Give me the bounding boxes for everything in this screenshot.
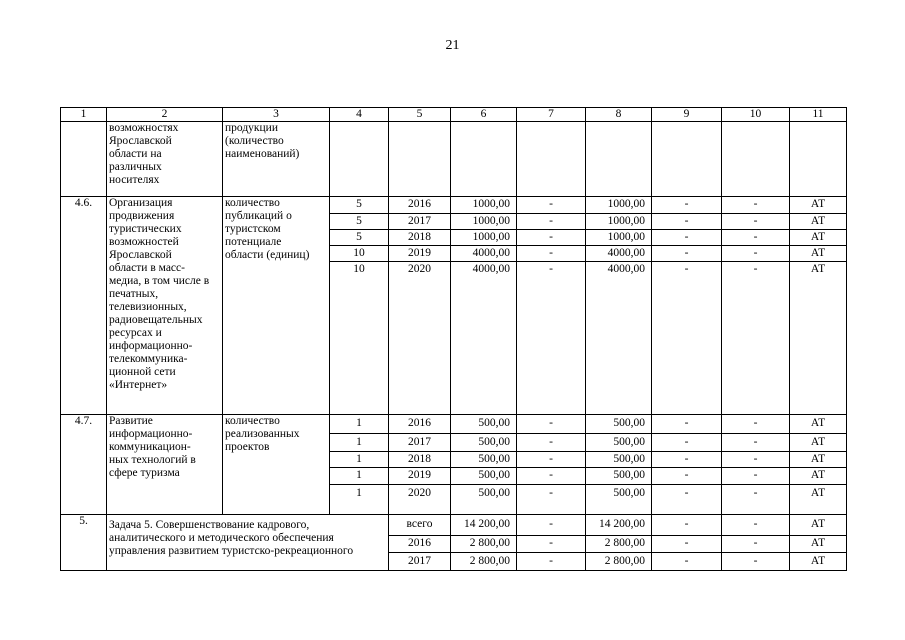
value-stack [586,415,651,503]
value-c7: - [517,230,585,246]
value-c10: - [722,434,789,452]
task-value-c9: - [684,555,689,567]
task-value-c11: АТ [790,515,846,536]
value-c8: 500,00 [586,468,651,485]
task-value-c6: 2 800,00 [469,555,510,567]
value-c8: 1000,00 [586,230,651,246]
value-c10: - [722,214,789,230]
value-stack [330,415,388,503]
value-c9: - [652,452,721,468]
value-c4: 1 [330,468,388,485]
activity-indicator: количество публикаций о туристском потенциале области (единиц) [223,197,330,415]
value-c8: 4000,00 [586,246,651,262]
value-c9: - [652,246,721,262]
value-c10: - [753,263,758,275]
col-c9-cell [652,415,722,515]
value-c4: 1 [356,487,362,499]
task-value-c8: 14 200,00 [586,515,651,536]
col-header-3: 3 [223,108,330,122]
col-header-6: 6 [451,108,517,122]
task-value-c9: - [652,536,721,553]
value-c4: 5 [330,230,388,246]
value-c10: - [722,452,789,468]
program-table [60,107,847,571]
value-stack [722,415,789,503]
value-c7: - [517,415,585,434]
task-col-c5 [389,515,451,571]
task-col-c7 [517,515,586,571]
task-value-c11: АТ [810,555,826,567]
activity-indicator: количество реализованных проектов [223,415,330,515]
value-stack [652,415,721,503]
col-header-11: 11 [790,108,847,122]
col-c10-cell [722,415,790,515]
value-stack [389,197,450,277]
value-stack [652,515,721,570]
value-c11: АТ [810,263,826,275]
value-stack [451,197,516,277]
col-c11-cell [790,197,847,415]
value-stack [586,515,651,570]
task-value-c11: АТ [790,536,846,553]
value-c5: 2016 [389,197,450,214]
value-c11: АТ [790,230,846,246]
value-stack [722,515,789,570]
value-stack [517,415,585,503]
value-c4: 1 [330,415,388,434]
col-c8-cell [586,197,652,415]
col-c4-cell [330,197,389,415]
value-c6: 1000,00 [451,214,516,230]
value-c6: 4000,00 [451,246,516,262]
task-number: 5. [61,515,107,571]
value-c5: 2018 [389,452,450,468]
task-row [61,515,847,571]
value-stack [389,415,450,503]
value-c10: - [722,197,789,214]
task-value-c8: 2 800,00 [586,536,651,553]
activity-number: 4.6. [61,197,107,415]
value-c11: АТ [790,246,846,262]
page-number: 21 [445,38,460,53]
task-value-c6: 14 200,00 [451,515,516,536]
value-c10: - [722,230,789,246]
value-c6: 500,00 [478,487,510,499]
value-c6: 1000,00 [451,197,516,214]
value-c4: 5 [330,214,388,230]
task-value-c8: 2 800,00 [604,555,645,567]
value-c7: - [549,263,553,275]
value-c4: 1 [330,452,388,468]
value-c9: - [652,230,721,246]
value-stack [451,415,516,503]
col-header-8: 8 [586,108,652,122]
value-stack [790,515,846,570]
value-c10: - [722,246,789,262]
value-c10: - [753,487,758,499]
value-stack [652,197,721,277]
col-c5-cell [389,415,451,515]
activity-name: Организация продвижения туристических возможностей Ярославской области в масс- медиа, в том числе в печатных, телевизионных, радиовещательных ресурсах и информационно- телекоммуника- ционной сети «Интернет» [107,197,223,415]
value-c7: - [517,434,585,452]
col-header-5: 5 [389,108,451,122]
value-c5: 2020 [408,263,431,275]
activity-name: Развитие информационно- коммуникацион- ных технологий в сфере туризма [107,415,223,515]
activity-row [61,197,847,415]
value-c11: АТ [810,487,826,499]
task-value-c10: - [722,515,789,536]
value-c6: 4000,00 [472,263,510,275]
value-c4: 10 [353,263,365,275]
col-header-2: 2 [107,108,223,122]
task-value-c9: - [652,515,721,536]
value-c7: - [517,468,585,485]
task-value-c7: - [549,555,553,567]
value-c11: АТ [790,214,846,230]
value-c8: 1000,00 [586,214,651,230]
task-value-c5: 2016 [389,536,450,553]
value-stack [722,197,789,277]
value-c7: - [517,246,585,262]
task-value-c10: - [722,536,789,553]
task-col-c11 [790,515,847,571]
task-value-c5: 2017 [408,555,431,567]
value-c4: 1 [330,434,388,452]
value-c9: - [652,415,721,434]
continuation-row [61,122,847,197]
task-value-c7: - [517,515,585,536]
value-c9: - [652,434,721,452]
value-c9: - [684,263,689,275]
activity-number: 4.7. [61,415,107,515]
value-c4: 10 [330,246,388,262]
value-c6: 500,00 [451,415,516,434]
col-c8-cell [586,415,652,515]
value-stack [790,197,846,277]
value-c11: АТ [790,468,846,485]
value-c9: - [684,487,689,499]
value-stack [451,515,516,570]
value-c11: АТ [790,434,846,452]
value-c7: - [517,197,585,214]
value-c11: АТ [790,452,846,468]
value-stack [517,197,585,277]
task-title: Задача 5. Совершенствование кадрового, аналитического и методического обеспечения управления развитием туристско-рекреационного [107,515,389,571]
value-c7: - [549,487,553,499]
value-c7: - [517,214,585,230]
value-stack [790,415,846,503]
column-number-row [61,108,847,122]
value-c9: - [652,214,721,230]
task-col-c9 [652,515,722,571]
value-c7: - [517,452,585,468]
col-c5-cell [389,197,451,415]
col-c6-cell [451,197,517,415]
col-header-1: 1 [61,108,107,122]
task-value-c10: - [753,555,758,567]
value-c8: 4000,00 [607,263,645,275]
value-c8: 1000,00 [586,197,651,214]
value-c8: 500,00 [586,452,651,468]
value-c6: 1000,00 [451,230,516,246]
col-c6-cell [451,415,517,515]
col-c10-cell [722,197,790,415]
value-c8: 500,00 [586,415,651,434]
col-c4-cell [330,415,389,515]
value-c4: 5 [330,197,388,214]
value-stack [586,197,651,277]
value-c5: 2016 [389,415,450,434]
value-c11: АТ [790,197,846,214]
value-c5: 2017 [389,214,450,230]
col-header-7: 7 [517,108,586,122]
value-stack [389,515,450,570]
col-c7-cell [517,197,586,415]
value-c5: 2019 [389,246,450,262]
col-c9-cell [652,197,722,415]
value-c11: АТ [790,415,846,434]
task-value-c5: всего [389,515,450,536]
value-stack [330,197,388,277]
value-c6: 500,00 [451,468,516,485]
continuation-activity: возможностях Ярославской области на различных носителях [107,122,223,197]
value-c6: 500,00 [451,434,516,452]
value-c8: 500,00 [586,434,651,452]
col-header-4: 4 [330,108,389,122]
task-value-c7: - [517,536,585,553]
col-c7-cell [517,415,586,515]
value-c5: 2017 [389,434,450,452]
value-c5: 2019 [389,468,450,485]
task-col-c8 [586,515,652,571]
continuation-indicator: продукции (количество наименований) [223,122,330,197]
activity-row [61,415,847,515]
value-c5: 2018 [389,230,450,246]
value-c6: 500,00 [451,452,516,468]
value-stack [517,515,585,570]
value-c8: 500,00 [613,487,645,499]
task-col-c6 [451,515,517,571]
task-col-c10 [722,515,790,571]
value-c10: - [722,415,789,434]
value-c5: 2020 [408,487,431,499]
col-header-10: 10 [722,108,790,122]
value-c10: - [722,468,789,485]
value-c9: - [652,197,721,214]
task-value-c6: 2 800,00 [451,536,516,553]
col-header-9: 9 [652,108,722,122]
col-c11-cell [790,415,847,515]
value-c9: - [652,468,721,485]
